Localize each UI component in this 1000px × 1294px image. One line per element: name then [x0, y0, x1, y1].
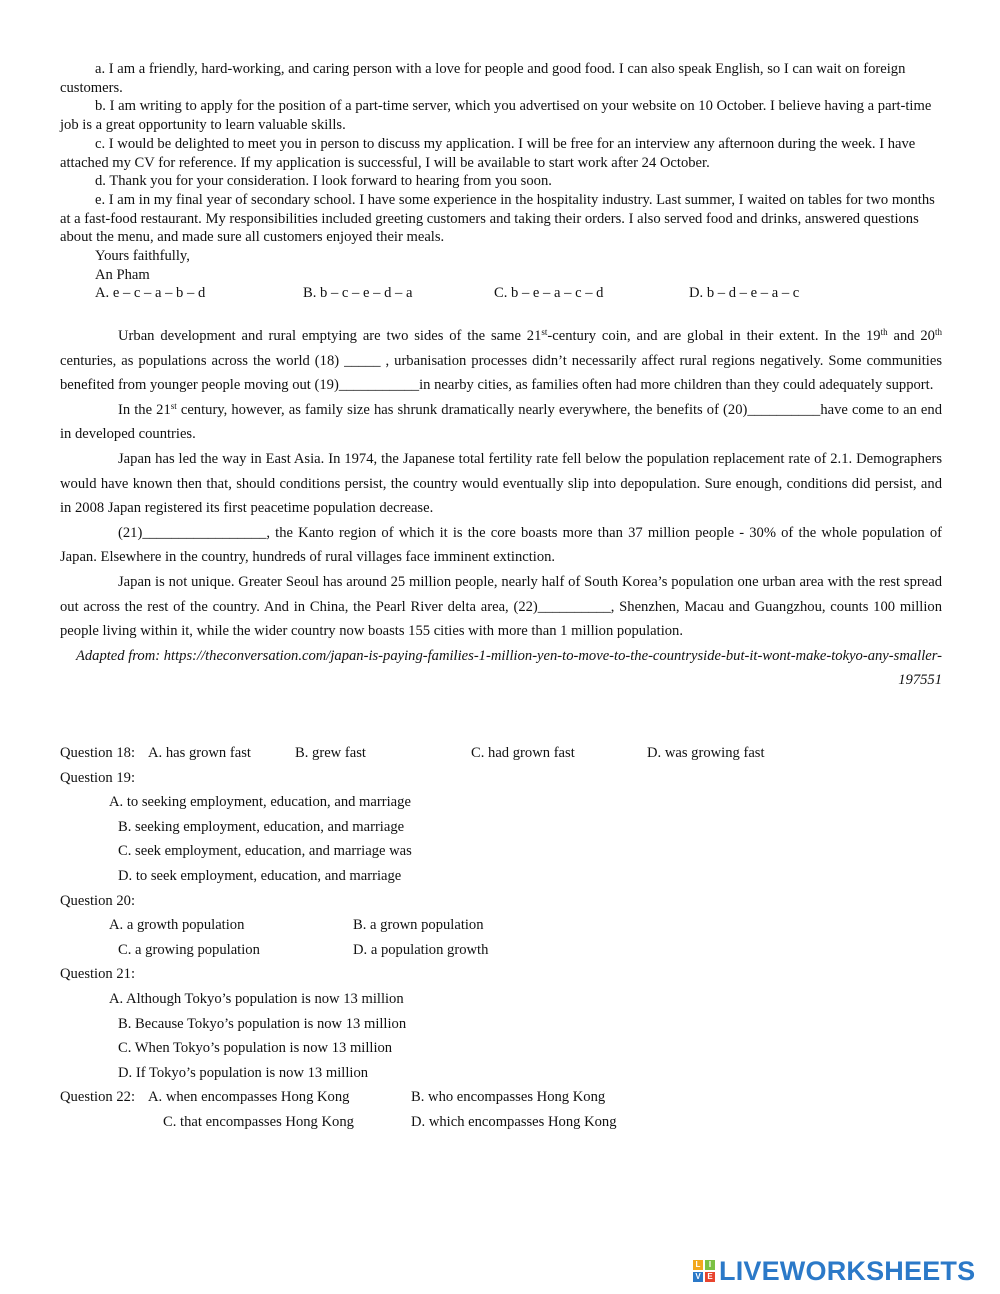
passage-paragraph-2 — [60, 398, 942, 447]
option-b[interactable]: B. a grown population — [353, 917, 484, 934]
question-21-option-b-row — [60, 1012, 940, 1037]
option-d[interactable]: D. which encompasses Hong Kong — [411, 1113, 617, 1130]
question-label: Question 21: — [60, 966, 135, 983]
option-a[interactable]: A. to seeking employment, education, and marriage — [109, 794, 411, 811]
option-a[interactable]: A. when encompasses Hong Kong — [148, 1089, 350, 1106]
option-c[interactable]: C. When Tokyo’s population is now 13 million — [118, 1040, 393, 1057]
question-19-label-row — [60, 766, 940, 791]
question-20-options-cd — [60, 938, 940, 963]
letter-closing: Yours faithfully, — [95, 248, 190, 265]
letter-paragraph-b: b. I am writing to apply for the position of a part-time server, which you advertised on your website on 10 October. I believe having a part-time job is a great opportunity to learn valuable skills. — [60, 98, 932, 134]
question-22-row-1 — [60, 1085, 940, 1110]
passage-text: and 20 — [887, 328, 935, 344]
letter-paragraph-a: a. I am a friendly, hard-working, and caring person with a love for people and good food. I can also speak English, so I can wait on foreign customers. — [60, 61, 906, 96]
letter-paragraph-d: d. Thank you for your consideration. I look forward to hearing from you soon. — [95, 173, 552, 190]
option-b[interactable]: B. grew fast — [295, 745, 366, 761]
logo-blocks-icon — [693, 1260, 715, 1282]
option-b[interactable]: B. who encompasses Hong Kong — [411, 1089, 606, 1106]
superscript: st — [541, 327, 548, 337]
superscript: th — [880, 327, 888, 337]
question-20-options-ab — [60, 913, 940, 938]
letter-option-a[interactable]: A. e – c – a – b – d — [95, 285, 206, 302]
letter-paragraph-c: c. I would be delighted to meet you in person to discuss my application. I will be free for an interview any afternoon during the week. I have attached my CV for reference. If my application is successful, I will be available to start work after 24 October. — [60, 135, 916, 171]
letter-option-b[interactable]: B. b – c – e – d – a — [303, 285, 413, 302]
option-c[interactable]: C. that encompasses Hong Kong — [163, 1113, 354, 1130]
question-20-label-row — [60, 889, 940, 914]
passage-paragraph-5: Japan is not unique. Greater Seoul has around 25 million people, nearly half of South Korea’s population one urban area with the rest spread out across the rest of the country. And in China, the Pearl River delta area, (22)__________, Shenzhen, Macau and Guangzhou, counts 100 million people living within it, while the wider country now boasts 155 cities with more than 1 million population. — [60, 573, 942, 640]
liveworksheets-logo — [693, 1255, 975, 1287]
superscript: st — [170, 400, 177, 411]
passage-paragraph-3: Japan has led the way in East Asia. In 1974, the Japanese total fertility rate fell below the population replacement rate of 2.1. Demographers would have known then that, should conditions persist, the country would eventually slip into depopulation. Sure enough, conditions did persist, and in 2008 Japan registered its first peacetime population decrease. — [60, 450, 942, 517]
question-19-option-b-row — [60, 815, 940, 840]
option-a[interactable]: A. Although Tokyo’s population is now 13 million — [109, 990, 404, 1007]
logo-block: E — [705, 1272, 715, 1282]
option-d[interactable]: D. to seek employment, education, and marriage — [118, 867, 402, 884]
passage-text: In the 21 — [118, 401, 171, 418]
logo-block: V — [693, 1272, 703, 1282]
passage-source: Adapted from: https://theconversation.com/japan-is-paying-families-1-million-yen-to-move-to-the-countryside-but-it-wont-make-tokyo-any-smaller-197551 — [75, 647, 942, 689]
option-b[interactable]: B. Because Tokyo’s population is now 13 million — [118, 1015, 407, 1032]
passage-text: century, however, as family size has shrunk dramatically nearly everywhere, the benefits of (20)__________have come to an end in developed countries. — [60, 401, 942, 443]
question-22-row-2 — [60, 1110, 940, 1135]
option-d[interactable]: D. was growing fast — [647, 745, 765, 761]
question-18 — [60, 741, 940, 766]
letter-option-c[interactable]: C. b – e – a – c – d — [494, 285, 604, 302]
passage-paragraph-4: (21)_________________, the Kanto region of which it is the core boasts more than 37 million people - 30% of the whole population of Japan. Elsewhere in the country, hundreds of rural villages face imminent extinction. — [60, 524, 942, 566]
option-c[interactable]: C. had grown fast — [471, 745, 575, 761]
logo-text: LIVEWORKSHEETS — [719, 1255, 976, 1286]
letter-signature: An Pham — [95, 266, 150, 283]
question-19-option-c-row — [60, 839, 940, 864]
logo-block: I — [705, 1260, 715, 1270]
passage-paragraph-1 — [60, 324, 942, 398]
superscript: th — [934, 327, 942, 337]
option-c[interactable]: C. a growing population — [118, 941, 260, 958]
letter-option-d[interactable]: D. b – d – e – a – c — [689, 285, 800, 302]
option-b[interactable]: B. seeking employment, education, and marriage — [118, 818, 405, 835]
passage-text: -century coin, and are global in their extent. In the 19 — [547, 328, 881, 344]
questions-section — [60, 741, 940, 1135]
question-label: Question 18: — [60, 745, 135, 761]
letter-options — [60, 284, 940, 303]
option-a[interactable]: A. has grown fast — [148, 745, 251, 761]
option-c[interactable]: C. seek employment, education, and marriage was — [118, 843, 412, 860]
logo-block: L — [693, 1260, 703, 1270]
question-label: Question 19: — [60, 769, 135, 786]
question-label: Question 22: — [60, 1089, 135, 1106]
question-19-option-d-row — [60, 864, 940, 889]
option-d[interactable]: D. a population growth — [353, 941, 489, 958]
option-d[interactable]: D. If Tokyo’s population is now 13 million — [118, 1064, 369, 1081]
passage-text: Urban development and rural emptying are two sides of the same 21 — [118, 328, 542, 344]
question-19-option-a-row — [60, 790, 940, 815]
letter-paragraph-e: e. I am in my final year of secondary school. I have some experience in the hospitality industry. Last summer, I waited on tables for two months at a fast-food restaurant. My responsibilities included greeting customers and taking their orders. I also served food and drinks, answered questions about the menu, and made sure all customers enjoyed their meals. — [60, 191, 935, 246]
question-21-option-a-row — [60, 987, 940, 1012]
passage-text: centuries, as populations across the world (18) _____ , urbanisation processes didn’t necessarily affect rural regions negatively. Some communities benefited from younger people moving out (19)___________in nearby cities, as families often had more children than they could adequately support. — [60, 352, 942, 394]
letter-arrangement — [60, 60, 940, 303]
question-label: Question 20: — [60, 892, 135, 909]
question-21-label-row — [60, 962, 940, 987]
reading-passage — [60, 324, 942, 693]
question-21-option-d-row — [60, 1061, 940, 1086]
question-21-option-c-row — [60, 1036, 940, 1061]
option-a[interactable]: A. a growth population — [109, 917, 245, 934]
